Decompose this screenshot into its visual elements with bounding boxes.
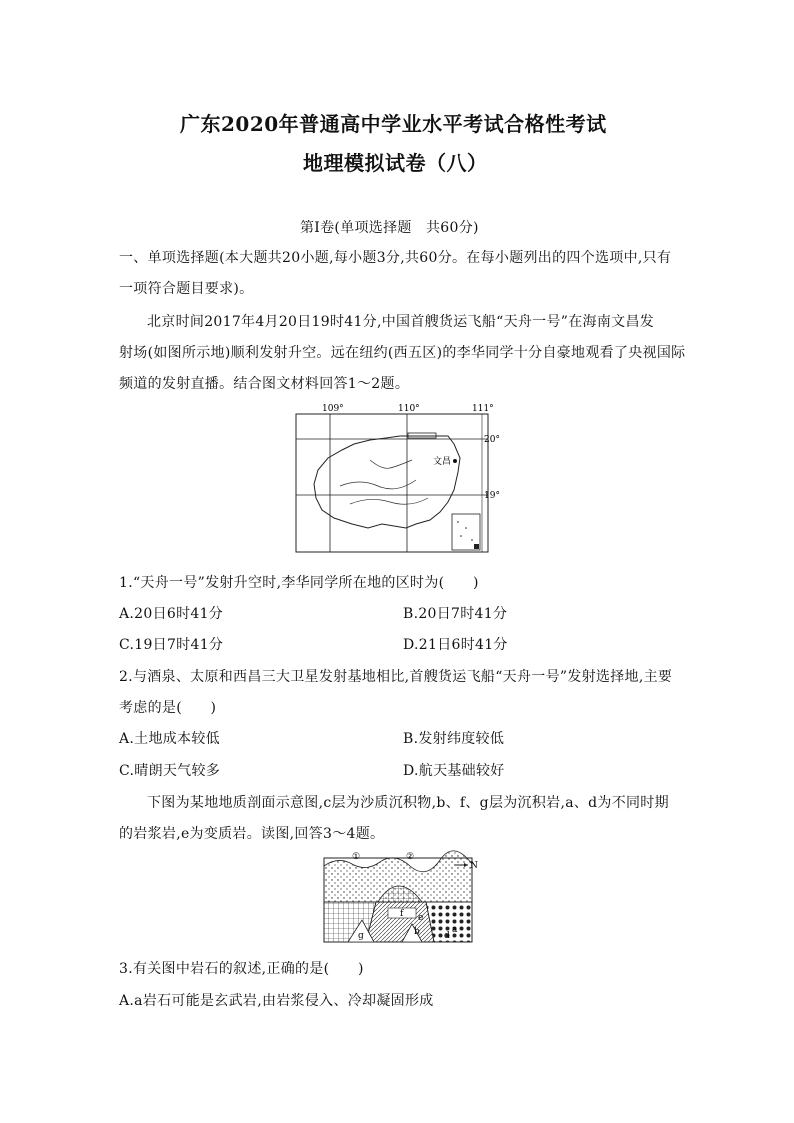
hainan-map (290, 400, 500, 560)
passage2-line1: 下图为某地地质剖面示意图,c层为沙质沉积物,b、f、g层为沉积岩,a、d为不同时期 (147, 795, 669, 811)
passage1-line1: 北京时间2017年4月20日19时41分,中国首艘货运飞船“天舟一号”在海南文昌发 (147, 314, 655, 330)
instructions-line2: 一项符合题目要求)。 (119, 281, 254, 297)
paper-title-line2: 地理模拟试卷（八） (303, 151, 488, 175)
geologic-section-diagram (318, 848, 480, 946)
q1-stem: 1.“天舟一号”发射升空时,李华同学所在地的区时为( ) (119, 575, 479, 591)
map-lat-19: 19° (484, 491, 500, 501)
map-lat-20: 20° (484, 435, 500, 445)
geo-mark-2: ② (406, 852, 415, 862)
q2-option-c: C.晴朗天气较多 (119, 763, 221, 779)
q1-option-b: B.20日7时41分 (403, 606, 508, 622)
paper-title-line1: 广东2020年普通高中学业水平考试合格性考试 (180, 112, 607, 136)
q1-option-d: D.21日6时41分 (403, 637, 508, 653)
map-lon-110: 110° (398, 404, 420, 414)
q2-stem-line2: 考虑的是( ) (119, 700, 217, 716)
q3-stem: 3.有关图中岩石的叙述,正确的是( ) (119, 961, 364, 977)
geo-label-f: f (400, 909, 404, 919)
instructions-line1: 一、单项选择题(本大题共20小题,每小题3分,共60分。在每小题列出的四个选项中,只有 (119, 250, 672, 266)
q2-option-d: D.航天基础较好 (403, 763, 505, 779)
map-place-wenchang: 文昌 (433, 457, 452, 467)
q2-option-a: A.土地成本较低 (119, 731, 220, 747)
map-lon-111: 111° (472, 404, 494, 414)
passage2-line2: 的岩浆岩,e为变质岩。读图,回答3～4题。 (119, 826, 385, 842)
section-heading: 第Ⅰ卷(单项选择题 共60分) (300, 220, 479, 236)
q1-option-a: A.20日6时41分 (119, 606, 224, 622)
geo-mark-1: ① (352, 852, 361, 862)
passage1-line3: 频道的发射直播。结合图文材料回答1～2题。 (119, 376, 410, 392)
q2-stem-line1: 2.与酒泉、太原和西昌三大卫星发射基地相比,首艘货运飞船“天舟一号”发射选择地,主要 (119, 669, 673, 685)
q3-option-a: A.a岩石可能是玄武岩,由岩浆侵入、冷却凝固形成 (119, 993, 434, 1009)
geo-label-a: a (452, 925, 458, 935)
geo-label-e: e (418, 913, 424, 923)
map-lon-109: 109° (322, 404, 344, 414)
q2-option-b: B.发射纬度较低 (403, 731, 505, 747)
passage1-line2: 射场(如图所示地)顺利发射升空。远在纽约(西五区)的李华同学十分自豪地观看了央视国际 (119, 345, 686, 361)
geo-north: N (470, 861, 478, 871)
geo-label-d: d (444, 931, 450, 941)
q1-option-c: C.19日7时41分 (119, 637, 224, 653)
geo-label-g: g (358, 931, 364, 941)
geo-label-b: b (414, 927, 420, 937)
